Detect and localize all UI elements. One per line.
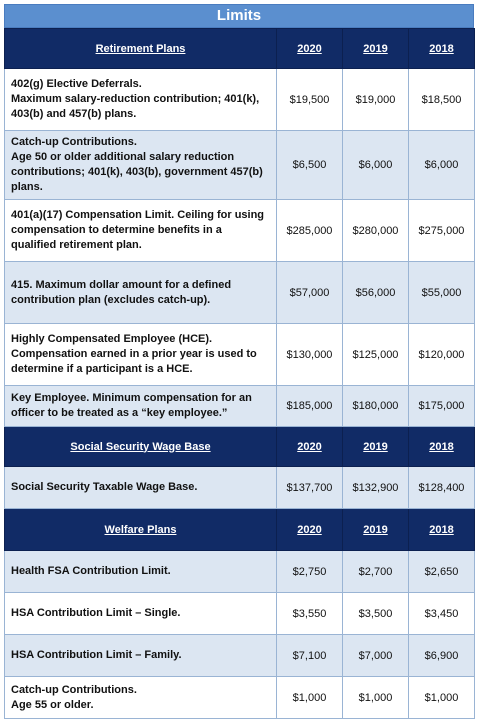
table-row <box>5 551 475 593</box>
table-row <box>5 593 475 635</box>
row-value-2020: $130,000 <box>277 324 343 386</box>
retirement-plans-year-label: 2020 <box>297 42 322 55</box>
row-label: 402(g) Elective Deferrals. Maximum salary-reduction contribution; 401(k), 403(b) and 457(b) plans. <box>5 69 277 131</box>
row-value-2019: $7,000 <box>343 635 409 677</box>
welfare-plans-year-label: 2018 <box>429 523 454 536</box>
retirement-plans-year-cell <box>277 29 343 69</box>
table-row <box>5 324 475 386</box>
retirement-plans-year-cell <box>409 29 475 69</box>
row-value-2020: $3,550 <box>277 593 343 635</box>
welfare-plans-year-cell <box>343 509 409 551</box>
row-value-2020: $7,100 <box>277 635 343 677</box>
row-label: Highly Compensated Employee (HCE). Compensation earned in a prior year is used to determine if a participant is a HCE. <box>5 324 277 386</box>
row-value-2020: $19,500 <box>277 69 343 131</box>
table-row <box>5 131 475 200</box>
row-value-2020: $1,000 <box>277 677 343 719</box>
welfare-plans-header-cell <box>5 509 277 551</box>
social-security-wage-base-year-label: 2020 <box>297 440 322 453</box>
row-value-2019: $125,000 <box>343 324 409 386</box>
table-row <box>5 635 475 677</box>
social-security-wage-base-year-label: 2019 <box>363 440 388 453</box>
row-value-2018: $18,500 <box>409 69 475 131</box>
row-value-2018: $55,000 <box>409 262 475 324</box>
welfare-plans-header-label: Welfare Plans <box>104 523 177 536</box>
row-value-2019: $180,000 <box>343 386 409 427</box>
welfare-plans-year-label: 2020 <box>297 523 322 536</box>
row-value-2019: $3,500 <box>343 593 409 635</box>
table-row <box>5 677 475 719</box>
row-value-2018: $175,000 <box>409 386 475 427</box>
retirement-plans-header-label: Retirement Plans <box>95 42 186 55</box>
social-security-wage-base-header-row <box>5 427 475 467</box>
welfare-plans-year-cell <box>409 509 475 551</box>
row-value-2020: $137,700 <box>277 467 343 509</box>
row-label: Catch-up Contributions. Age 50 or older additional salary reduction contributions; 401(k), 403(b), government 457(b) plans. <box>5 131 277 200</box>
row-value-2020: $285,000 <box>277 200 343 262</box>
row-label: Key Employee. Minimum compensation for an officer to be treated as a “key employee.” <box>5 386 277 427</box>
row-value-2019: $56,000 <box>343 262 409 324</box>
retirement-plans-header-cell <box>5 29 277 69</box>
row-value-2019: $132,900 <box>343 467 409 509</box>
row-label: HSA Contribution Limit – Single. <box>5 593 277 635</box>
table-row <box>5 262 475 324</box>
row-value-2018: $1,000 <box>409 677 475 719</box>
table-row <box>5 386 475 427</box>
social-security-wage-base-year-label: 2018 <box>429 440 454 453</box>
row-value-2018: $3,450 <box>409 593 475 635</box>
retirement-plans-year-label: 2019 <box>363 42 388 55</box>
row-label: Health FSA Contribution Limit. <box>5 551 277 593</box>
retirement-plans-year-cell <box>343 29 409 69</box>
row-value-2018: $275,000 <box>409 200 475 262</box>
social-security-wage-base-year-cell <box>409 427 475 467</box>
row-label: 415. Maximum dollar amount for a defined contribution plan (excludes catch-up). <box>5 262 277 324</box>
row-value-2020: $6,500 <box>277 131 343 200</box>
welfare-plans-header-row <box>5 509 475 551</box>
row-value-2020: $2,750 <box>277 551 343 593</box>
row-value-2019: $280,000 <box>343 200 409 262</box>
retirement-plans-header-row <box>5 29 475 69</box>
welfare-plans-year-label: 2019 <box>363 523 388 536</box>
row-value-2020: $57,000 <box>277 262 343 324</box>
row-label: 401(a)(17) Compensation Limit. Ceiling for using compensation to determine benefits in a qualified retirement plan. <box>5 200 277 262</box>
row-value-2018: $120,000 <box>409 324 475 386</box>
table-row <box>5 69 475 131</box>
row-value-2018: $6,000 <box>409 131 475 200</box>
page-title: Limits <box>4 4 474 28</box>
row-label: HSA Contribution Limit – Family. <box>5 635 277 677</box>
table-row <box>5 467 475 509</box>
row-value-2019: $19,000 <box>343 69 409 131</box>
social-security-wage-base-header-label: Social Security Wage Base <box>70 440 211 453</box>
row-value-2018: $128,400 <box>409 467 475 509</box>
row-value-2018: $6,900 <box>409 635 475 677</box>
row-value-2020: $185,000 <box>277 386 343 427</box>
row-value-2018: $2,650 <box>409 551 475 593</box>
limits-table <box>4 28 475 719</box>
limits-panel <box>4 4 474 719</box>
row-value-2019: $2,700 <box>343 551 409 593</box>
welfare-plans-year-cell <box>277 509 343 551</box>
social-security-wage-base-header-cell <box>5 427 277 467</box>
retirement-plans-year-label: 2018 <box>429 42 454 55</box>
row-label: Social Security Taxable Wage Base. <box>5 467 277 509</box>
row-value-2019: $6,000 <box>343 131 409 200</box>
row-value-2019: $1,000 <box>343 677 409 719</box>
table-row <box>5 200 475 262</box>
social-security-wage-base-year-cell <box>277 427 343 467</box>
social-security-wage-base-year-cell <box>343 427 409 467</box>
row-label: Catch-up Contributions. Age 55 or older. <box>5 677 277 719</box>
